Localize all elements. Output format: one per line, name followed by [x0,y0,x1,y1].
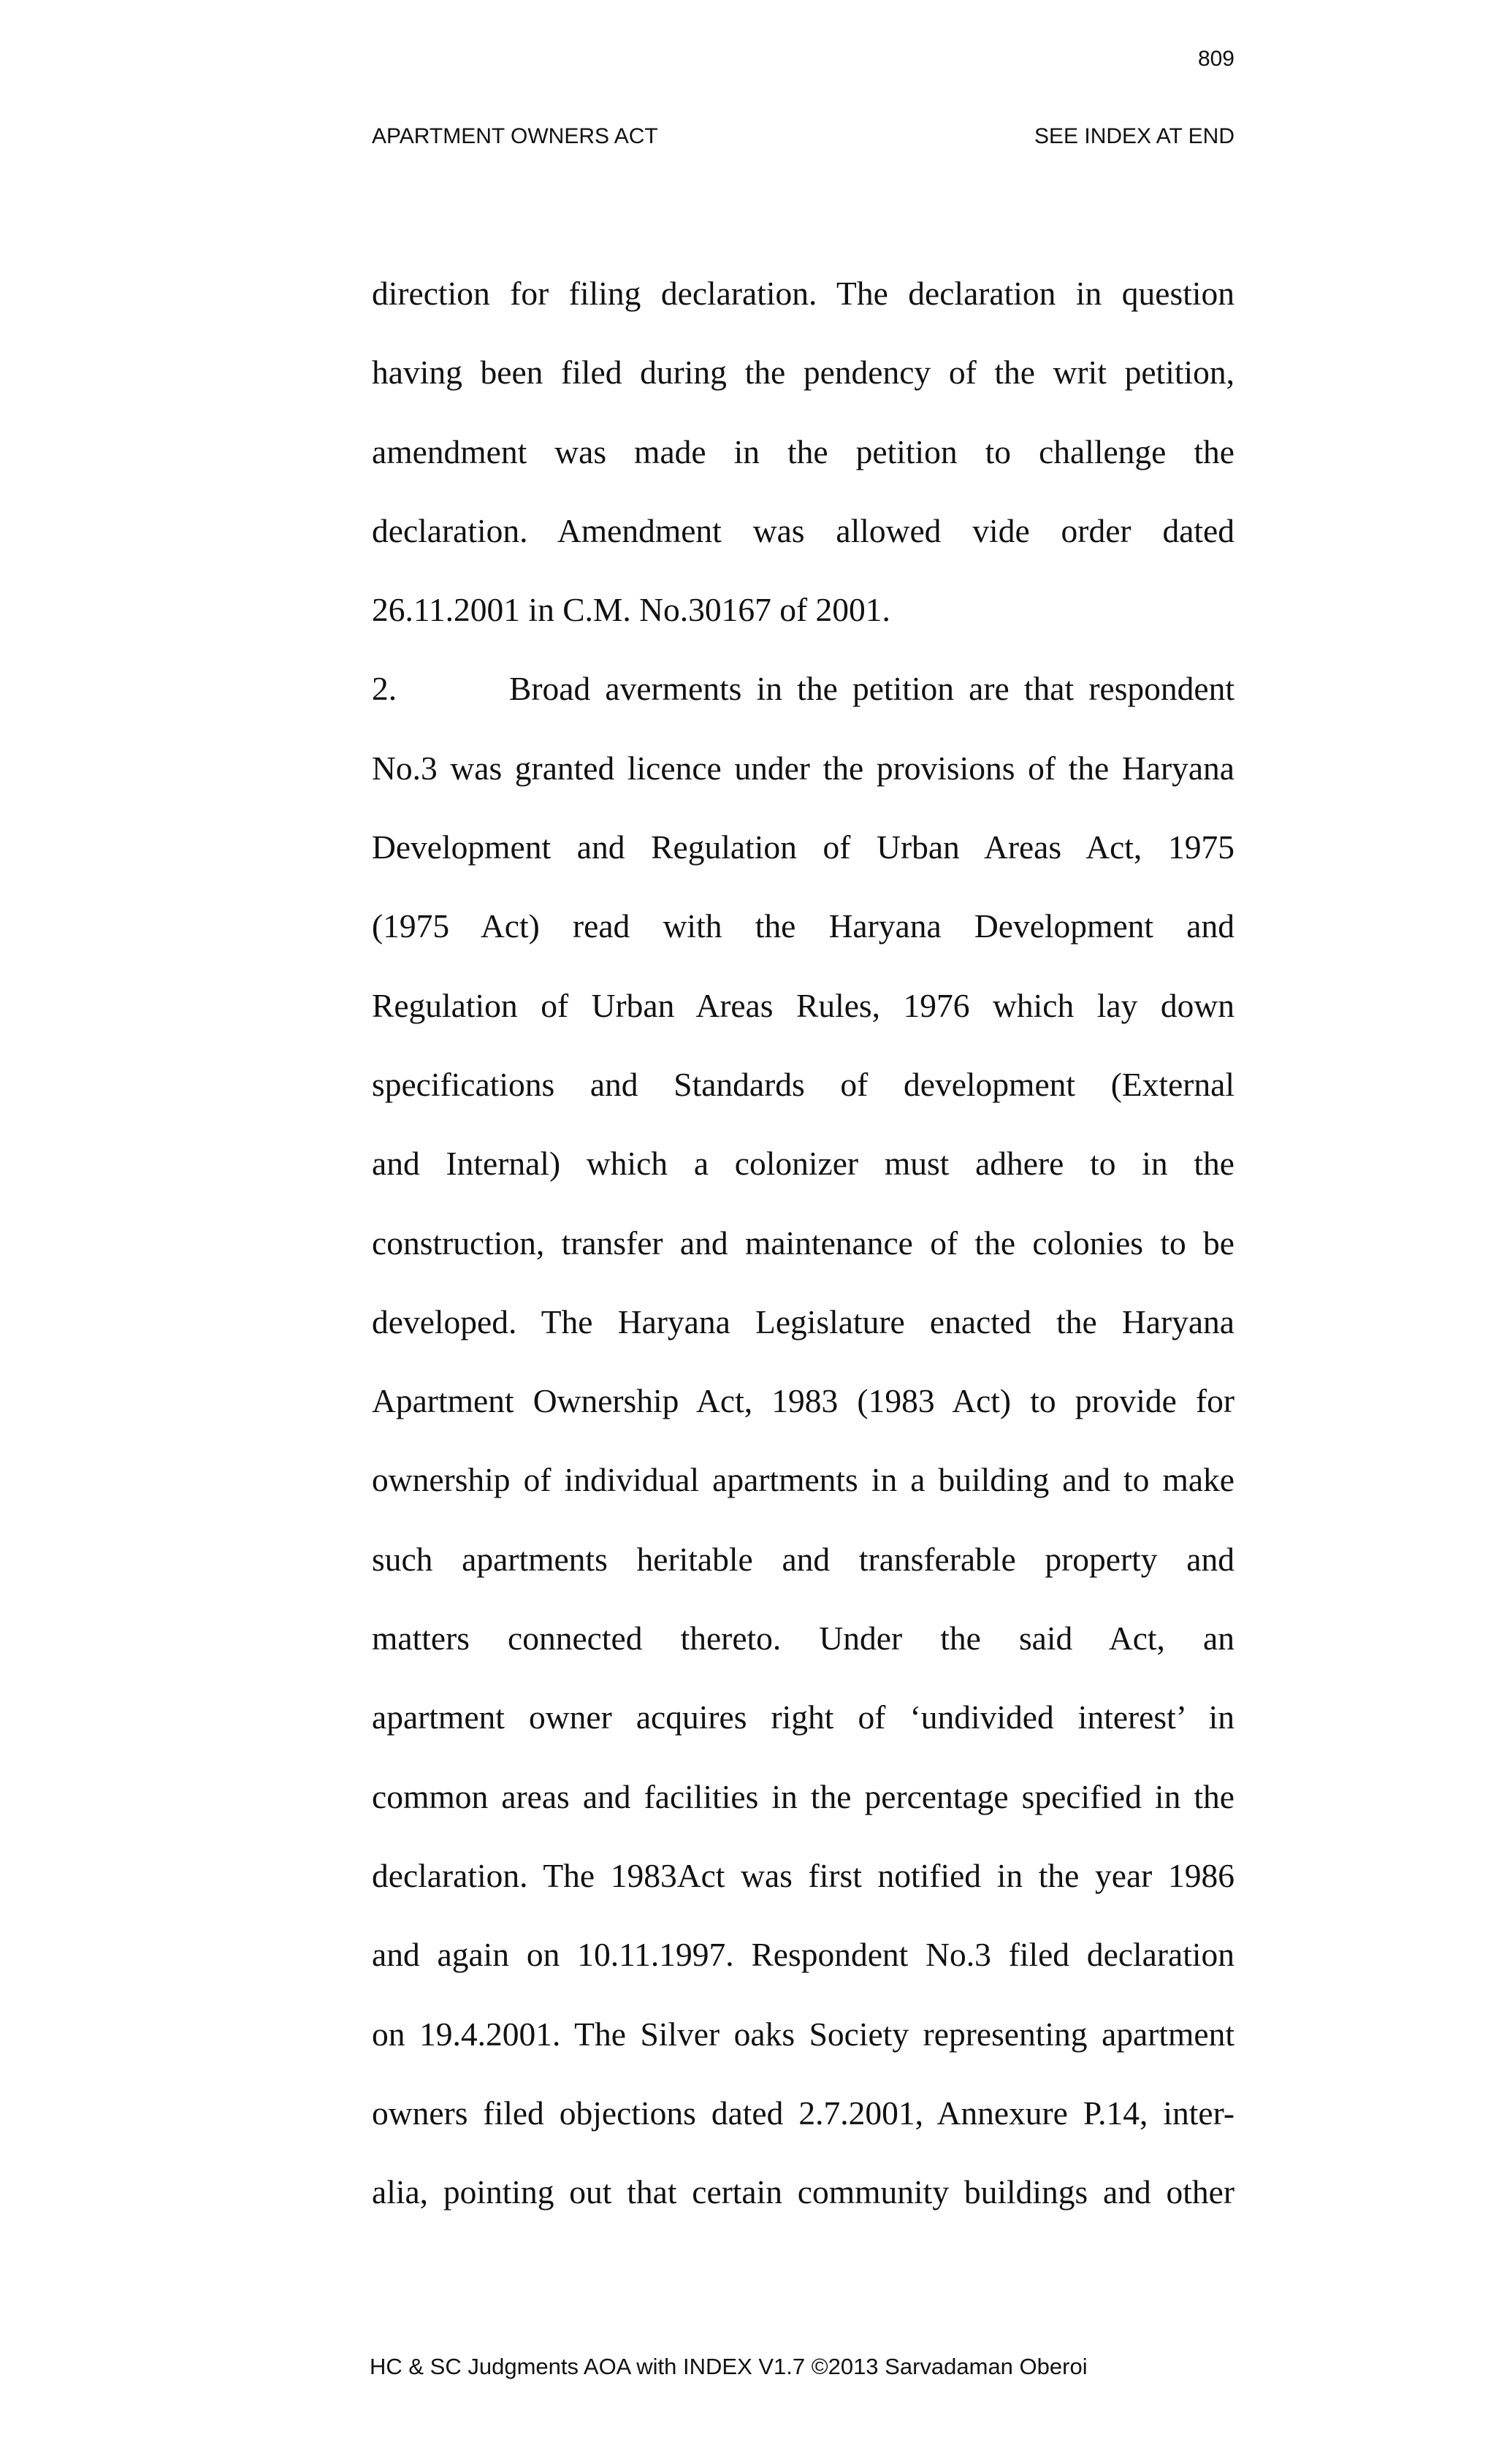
paragraph-2-first-line [372,649,1234,728]
paragraph-2-line: alia, pointing out that certain community buildings and other [372,2173,1234,2211]
paragraph-2-line: and Internal) which a colonizer must adhere to in the [372,1145,1234,1183]
paragraph-2-line: (1975 Act) read with the Haryana Development and [372,907,1234,945]
page-number: 809 [1197,47,1234,71]
paragraph-2-line: apartment owner acquires right of ‘undivided interest’ in [372,1698,1234,1736]
paragraph-2-line: construction, transfer and maintenance of the colonies to be [372,1224,1234,1262]
paragraph-1-line: direction for filing declaration. The declaration in question [372,275,1234,312]
paragraph-2-line: declaration. The 1983Act was first notified in the year 1986 [372,1856,1234,1894]
paragraph-2-line: Apartment Ownership Act, 1983 (1983 Act) to provide for [372,1382,1234,1420]
running-header-left: APARTMENT OWNERS ACT [372,124,658,148]
paragraph-2-line: No.3 was granted licence under the provisions of the Haryana [372,749,1234,787]
paragraph-2-line: common areas and facilities in the percentage specified in the [372,1777,1234,1815]
paragraph-2-line: ownership of individual apartments in a building and to make [372,1461,1234,1499]
paragraph-1-line: amendment was made in the petition to challenge the [372,432,1234,470]
paragraph-2-line: owners filed objections dated 2.7.2001, Annexure P.14, inter- [372,2094,1234,2132]
paragraph-2-line: Development and Regulation of Urban Areas Act, 1975 [372,828,1234,866]
paragraph-2-line: Regulation of Urban Areas Rules, 1976 which lay down [372,986,1234,1024]
body-text [372,254,1234,2232]
paragraph-2-line: developed. The Haryana Legislature enacted the Haryana [372,1302,1234,1340]
paragraph-2-line: specifications and Standards of development (External [372,1065,1234,1103]
paragraph-1-line: having been filed during the pendency of the writ petition, [372,354,1234,392]
paragraph-2-line: on 19.4.2001. The Silver oaks Society representing apartment [372,2015,1234,2053]
paragraph-2-line: and again on 10.11.1997. Respondent No.3 filed declaration [372,1936,1234,1974]
running-header-right: SEE INDEX AT END [1034,124,1234,148]
paragraph-1-line: 26.11.2001 in C.M. No.30167 of 2001. [372,591,890,629]
page-footer: HC & SC Judgments AOA with INDEX V1.7 ©2013 Sarvadaman Oberoi [370,2354,1088,2379]
paragraph-1-line: declaration. Amendment was allowed vide order dated [372,511,1234,549]
paragraph-number: 2. [372,670,397,708]
paragraph-2-line: Broad averments in the petition are that respondent [509,670,1234,708]
paragraph-2-line: matters connected thereto. Under the said Act, an [372,1620,1234,1658]
paragraph-2-line: such apartments heritable and transferable property and [372,1540,1234,1578]
